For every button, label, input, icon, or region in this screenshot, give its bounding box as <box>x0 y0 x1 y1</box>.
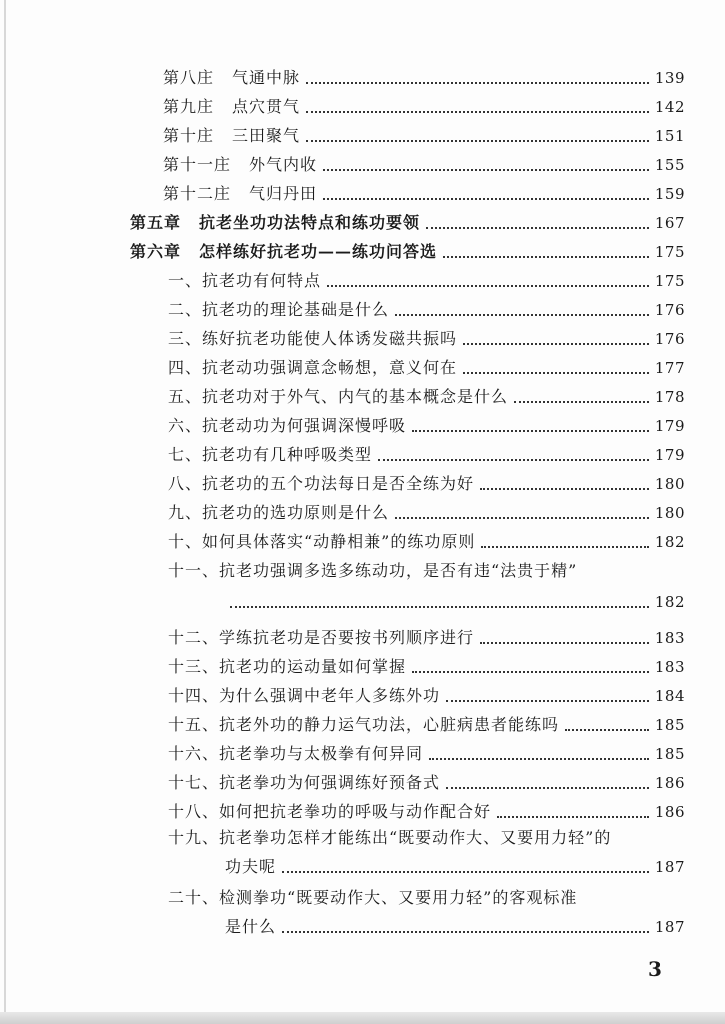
page-ref: 167 <box>654 214 685 232</box>
entry-title: 九、抗老功的选功原则是什么 <box>168 503 390 522</box>
entry-title: 十、如何具体落实“动静相兼”的练功原则 <box>168 532 476 551</box>
toc-entry-section-11[interactable] <box>163 151 685 175</box>
dot-leader <box>327 284 649 287</box>
entry-title-cont: 是什么 <box>225 917 277 936</box>
dot-leader <box>306 81 649 84</box>
entry-title: 十八、如何把抗老拳功的呼吸与动作配合好 <box>168 802 492 821</box>
dot-leader <box>395 313 649 316</box>
chapter-title: 抗老坐功功法特点和练功要领 <box>199 213 421 232</box>
dot-leader <box>323 197 649 200</box>
toc-entry-question-19-line1[interactable]: 十九、抗老拳功怎样才能练出“既要动作大、又要用力轻”的 <box>168 828 612 847</box>
toc-entry-question-13[interactable] <box>168 653 685 677</box>
chapter-number: 第六章 <box>130 242 182 261</box>
page-ref: 186 <box>654 803 685 821</box>
page-ref: 142 <box>654 98 685 116</box>
page-ref: 178 <box>654 388 685 406</box>
entry-title: 十七、抗老拳功为何强调练好预备式 <box>168 773 441 792</box>
page-ref: 183 <box>654 629 685 647</box>
entry-title: 二、抗老功的理论基础是什么 <box>168 300 390 319</box>
toc-entry-question-11-line2[interactable] <box>230 588 685 612</box>
dot-leader <box>497 815 649 818</box>
toc-entry-question-1[interactable] <box>168 267 685 291</box>
page-ref: 175 <box>654 272 685 290</box>
dot-leader <box>323 168 649 171</box>
toc-entry-question-4[interactable] <box>168 354 685 378</box>
toc-entry-question-14[interactable] <box>168 682 685 706</box>
page-ref: 184 <box>654 687 685 705</box>
page-ref: 186 <box>654 774 685 792</box>
toc-entry-question-16[interactable] <box>168 740 685 764</box>
toc-entry-question-10[interactable] <box>168 528 685 552</box>
dot-leader <box>463 342 649 345</box>
dot-leader <box>412 429 649 432</box>
dot-leader <box>446 786 649 789</box>
page-number: 3 <box>648 957 662 981</box>
entry-title: 气通中脉 <box>232 68 301 87</box>
toc-entry-section-12[interactable] <box>163 180 685 204</box>
entry-title: 三、练好抗老功能使人体诱发磁共振吗 <box>168 329 458 348</box>
entry-title: 点穴贯气 <box>232 97 301 116</box>
page-ref: 159 <box>654 185 685 203</box>
dot-leader <box>230 605 649 608</box>
dot-leader <box>282 870 649 873</box>
entry-title: 六、抗老动功为何强调深慢呼吸 <box>168 416 407 435</box>
page-ref: 187 <box>654 858 685 876</box>
dot-leader <box>426 226 649 229</box>
page-ref: 175 <box>654 243 685 261</box>
toc-entry-chapter-5[interactable] <box>130 209 685 233</box>
toc-entry-question-8[interactable] <box>168 470 685 494</box>
entry-title: 十二、学练抗老功是否要按书列顺序进行 <box>168 628 475 647</box>
toc-entry-question-2[interactable] <box>168 296 685 320</box>
page-ref: 185 <box>654 716 685 734</box>
page-ref: 176 <box>654 301 685 319</box>
entry-number: 第九庄 <box>163 97 215 116</box>
entry-title: 三田聚气 <box>232 126 301 145</box>
dot-leader <box>565 728 649 731</box>
entry-title: 一、抗老功有何特点 <box>168 271 322 290</box>
dot-leader <box>412 670 649 673</box>
entry-title-cont: 功夫呢 <box>225 857 277 876</box>
toc-entry-question-17[interactable] <box>168 769 685 793</box>
entry-number: 第十二庄 <box>163 184 232 203</box>
page-ref: 179 <box>654 417 685 435</box>
dot-leader <box>463 371 649 374</box>
page-ref: 177 <box>654 359 685 377</box>
entry-title: 八、抗老功的五个功法每日是否全练为好 <box>168 474 475 493</box>
dot-leader <box>443 255 649 258</box>
dot-leader <box>429 757 649 760</box>
entry-number: 第八庄 <box>163 68 215 87</box>
entry-title: 四、抗老动功强调意念畅想，意义何在 <box>168 358 458 377</box>
dot-leader <box>480 641 649 644</box>
chapter-number: 第五章 <box>130 213 182 232</box>
dot-leader <box>306 110 649 113</box>
toc-entry-question-12[interactable] <box>168 624 685 648</box>
entry-title: 十三、抗老功的运动量如何掌握 <box>168 657 407 676</box>
toc-entry-question-9[interactable] <box>168 499 685 523</box>
toc-entry-section-9[interactable] <box>163 93 685 117</box>
page-ref: 139 <box>654 69 685 87</box>
entry-title: 外气内收 <box>249 155 318 174</box>
toc-entry-question-5[interactable] <box>168 383 685 407</box>
page-ref: 176 <box>654 330 685 348</box>
toc-entry-chapter-6[interactable] <box>130 238 685 262</box>
entry-title: 十六、抗老拳功与太极拳有何异同 <box>168 744 424 763</box>
toc-entry-question-20-line1[interactable]: 二十、检测拳功“既要动作大、又要用力轻”的客观标准 <box>168 888 578 907</box>
page-ref: 151 <box>654 127 685 145</box>
page-ref: 182 <box>654 533 685 551</box>
entry-number: 第十庄 <box>163 126 215 145</box>
entry-title: 七、抗老功有几种呼吸类型 <box>168 445 373 464</box>
page-bottom-edge <box>0 1012 725 1024</box>
toc-entry-question-11-line1[interactable]: 十一、抗老功强调多选多练动功，是否有违“法贵于精” <box>168 561 578 580</box>
entry-title: 十五、抗老外功的静力运气功法，心脏病患者能练吗 <box>168 715 560 734</box>
page-ref: 185 <box>654 745 685 763</box>
dot-leader <box>446 699 649 702</box>
toc-entry-question-6[interactable] <box>168 412 685 436</box>
dot-leader <box>282 930 649 933</box>
page-ref: 182 <box>654 593 685 611</box>
dot-leader <box>306 139 649 142</box>
page-ref: 183 <box>654 658 685 676</box>
toc-entry-section-8[interactable] <box>163 64 685 88</box>
page-ref: 187 <box>654 918 685 936</box>
entry-title: 十四、为什么强调中老年人多练外功 <box>168 686 441 705</box>
dot-leader <box>514 400 649 403</box>
toc-entry-question-3[interactable] <box>168 325 685 349</box>
toc-entry-question-20-line2[interactable] <box>225 913 685 937</box>
dot-leader <box>480 487 649 490</box>
entry-title: 五、抗老功对于外气、内气的基本概念是什么 <box>168 387 509 406</box>
page-ref: 179 <box>654 446 685 464</box>
entry-number: 第十一庄 <box>163 155 232 174</box>
chapter-title: 怎样练好抗老功——练功问答选 <box>199 242 438 261</box>
toc-entry-section-10[interactable] <box>163 122 685 146</box>
dot-leader <box>481 545 648 548</box>
page-ref: 180 <box>654 475 685 493</box>
page-ref: 155 <box>654 156 685 174</box>
dot-leader <box>378 458 649 461</box>
entry-title: 气归丹田 <box>249 184 318 203</box>
toc-entry-question-19-line2[interactable] <box>225 853 685 877</box>
toc-entry-question-7[interactable] <box>168 441 685 465</box>
toc-entry-question-18[interactable] <box>168 798 685 822</box>
page-ref: 180 <box>654 504 685 522</box>
toc-entry-question-15[interactable] <box>168 711 685 735</box>
dot-leader <box>395 516 649 519</box>
